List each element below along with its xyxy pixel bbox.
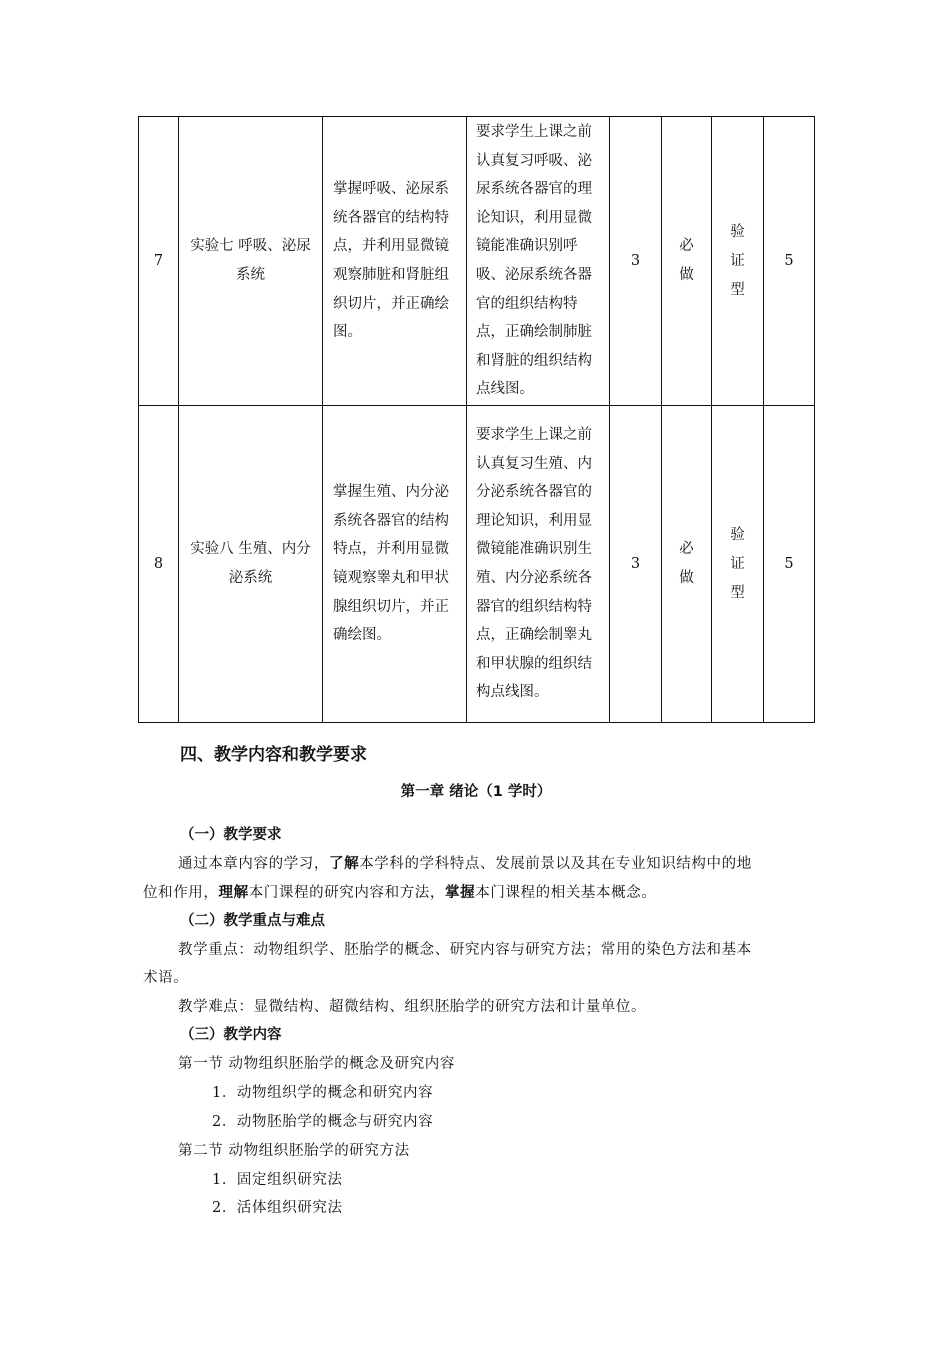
experiment-type <box>712 406 764 723</box>
difficulties-line: 教学难点：显微结构、超微结构、组织胚胎学的研究方法和计量单位。 <box>178 999 647 1015</box>
keyword-comprehend: 理解 <box>218 884 249 901</box>
text-run: 本门课程的相关基本概念。 <box>475 885 657 901</box>
experiment-hours: 3 <box>610 117 662 406</box>
outline-item: 2．活体组织研究法 <box>212 1200 343 1216</box>
type-label: 验证型 <box>730 223 745 298</box>
experiment-content: 掌握生殖、内分泌系统各器官的结构特点，并利用显微镜观察睾丸和甲状腺组织切片，并正确绘图。 <box>323 406 467 723</box>
key-points-line2: 术语。 <box>143 970 189 986</box>
row-number: 7 <box>139 117 179 406</box>
section-title: 四、教学内容和教学要求 <box>180 745 367 765</box>
experiment-requirement: 要求学生上课之前认真复习生殖、内分泌系统各器官的理论知识，利用显微镜能准确识别生殖、内分泌系统各器官的组织结构特点，正确绘制睾丸和甲状腺的组织结构点线图。 <box>467 406 610 723</box>
outline-section-2: 第二节 动物组织胚胎学的研究方法 <box>178 1143 410 1159</box>
text-run: 本学科的学科特点、发展前景以及其在专业知识结构中的地 <box>359 856 752 872</box>
outline-item: 2．动物胚胎学的概念与研究内容 <box>212 1114 434 1130</box>
subsection-title-requirements: （一）教学要求 <box>180 827 282 843</box>
experiment-name: 实验七 呼吸、泌尿系统 <box>179 117 323 406</box>
key-points-line1: 教学重点：动物组织学、胚胎学的概念、研究内容与研究方法；常用的染色方法和基本 <box>178 942 752 958</box>
outline-item: 1．固定组织研究法 <box>212 1172 343 1188</box>
text-run: 位和作用， <box>143 885 219 901</box>
experiment-count: 5 <box>764 406 815 723</box>
keyword-master: 掌握 <box>445 884 476 901</box>
experiment-content: 掌握呼吸、泌尿系统各器官的结构特点，并利用显微镜观察肺脏和肾脏组织切片，并正确绘图。 <box>323 117 467 406</box>
experiment-table <box>138 116 815 723</box>
table-row <box>139 406 815 723</box>
experiment-mandatory <box>662 117 712 406</box>
mandatory-label: 必做 <box>679 541 694 586</box>
mandatory-label: 必做 <box>679 238 694 283</box>
text-run: 本门课程的研究内容和方法， <box>248 885 446 901</box>
experiment-type <box>712 117 764 406</box>
row-number: 8 <box>139 406 179 723</box>
table-row <box>139 117 815 406</box>
experiment-hours: 3 <box>610 406 662 723</box>
requirements-paragraph-line2 <box>143 881 656 902</box>
experiment-count: 5 <box>764 117 815 406</box>
experiment-requirement: 要求学生上课之前认真复习呼吸、泌尿系统各器官的理论知识，利用显微镜能准确识别呼吸、泌尿系统各器官的组织结构特点，正确绘制肺脏和肾脏的组织结构点线图。 <box>467 117 610 406</box>
experiment-name: 实验八 生殖、内分泌系统 <box>179 406 323 723</box>
text-run: 通过本章内容的学习， <box>178 856 329 872</box>
subsection-title-key-points: （二）教学重点与难点 <box>180 913 325 929</box>
keyword-understand: 了解 <box>329 855 360 872</box>
outline-section-1: 第一节 动物组织胚胎学的概念及研究内容 <box>178 1056 456 1072</box>
chapter-title: 第一章 绪论（1 学时） <box>400 784 552 800</box>
experiment-mandatory <box>662 406 712 723</box>
subsection-title-content: （三）教学内容 <box>180 1027 282 1043</box>
requirements-paragraph-line1 <box>178 852 752 873</box>
outline-item: 1．动物组织学的概念和研究内容 <box>212 1085 434 1101</box>
type-label: 验证型 <box>730 526 745 601</box>
